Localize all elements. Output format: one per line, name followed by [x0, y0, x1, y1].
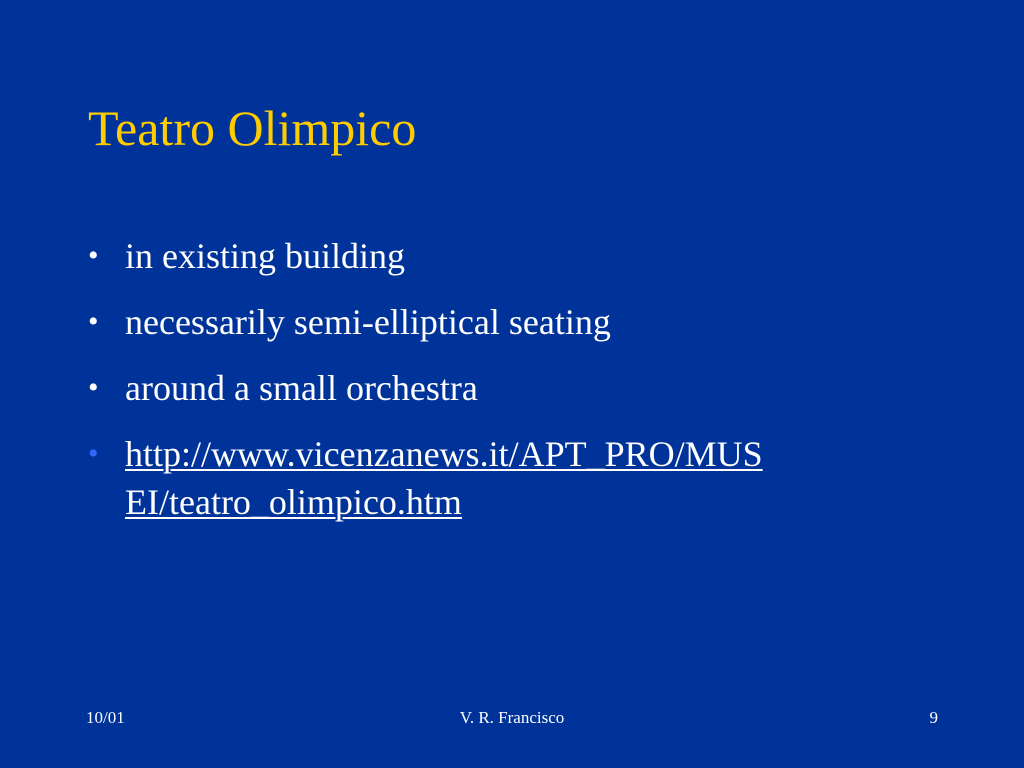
bullet-item-link	[88, 430, 948, 526]
bullet-text: in existing building	[125, 236, 406, 276]
bullet-dot-icon: •	[88, 305, 99, 338]
bullet-text: around a small orchestra	[125, 368, 478, 408]
bullet-item	[88, 298, 948, 346]
footer-page-number: 9	[929, 708, 938, 727]
bullet-list	[88, 232, 948, 544]
bullet-item	[88, 364, 948, 412]
link-line-1: http://www.vicenzanews.it/APT_PRO/MUS	[125, 434, 763, 474]
bullet-item	[88, 232, 948, 280]
link-line-2: EI/teatro_olimpico.htm	[125, 482, 462, 522]
footer-date: 10/01	[86, 708, 125, 727]
teatro-olimpico-link[interactable]	[125, 430, 945, 526]
bullet-dot-icon: •	[88, 371, 99, 404]
slide-title: Teatro Olimpico	[88, 100, 417, 156]
bullet-text: necessarily semi-elliptical seating	[125, 302, 611, 342]
bullet-dot-icon: •	[88, 239, 99, 272]
bullet-dot-icon: •	[88, 437, 99, 470]
footer-author: V. R. Francisco	[459, 708, 565, 727]
